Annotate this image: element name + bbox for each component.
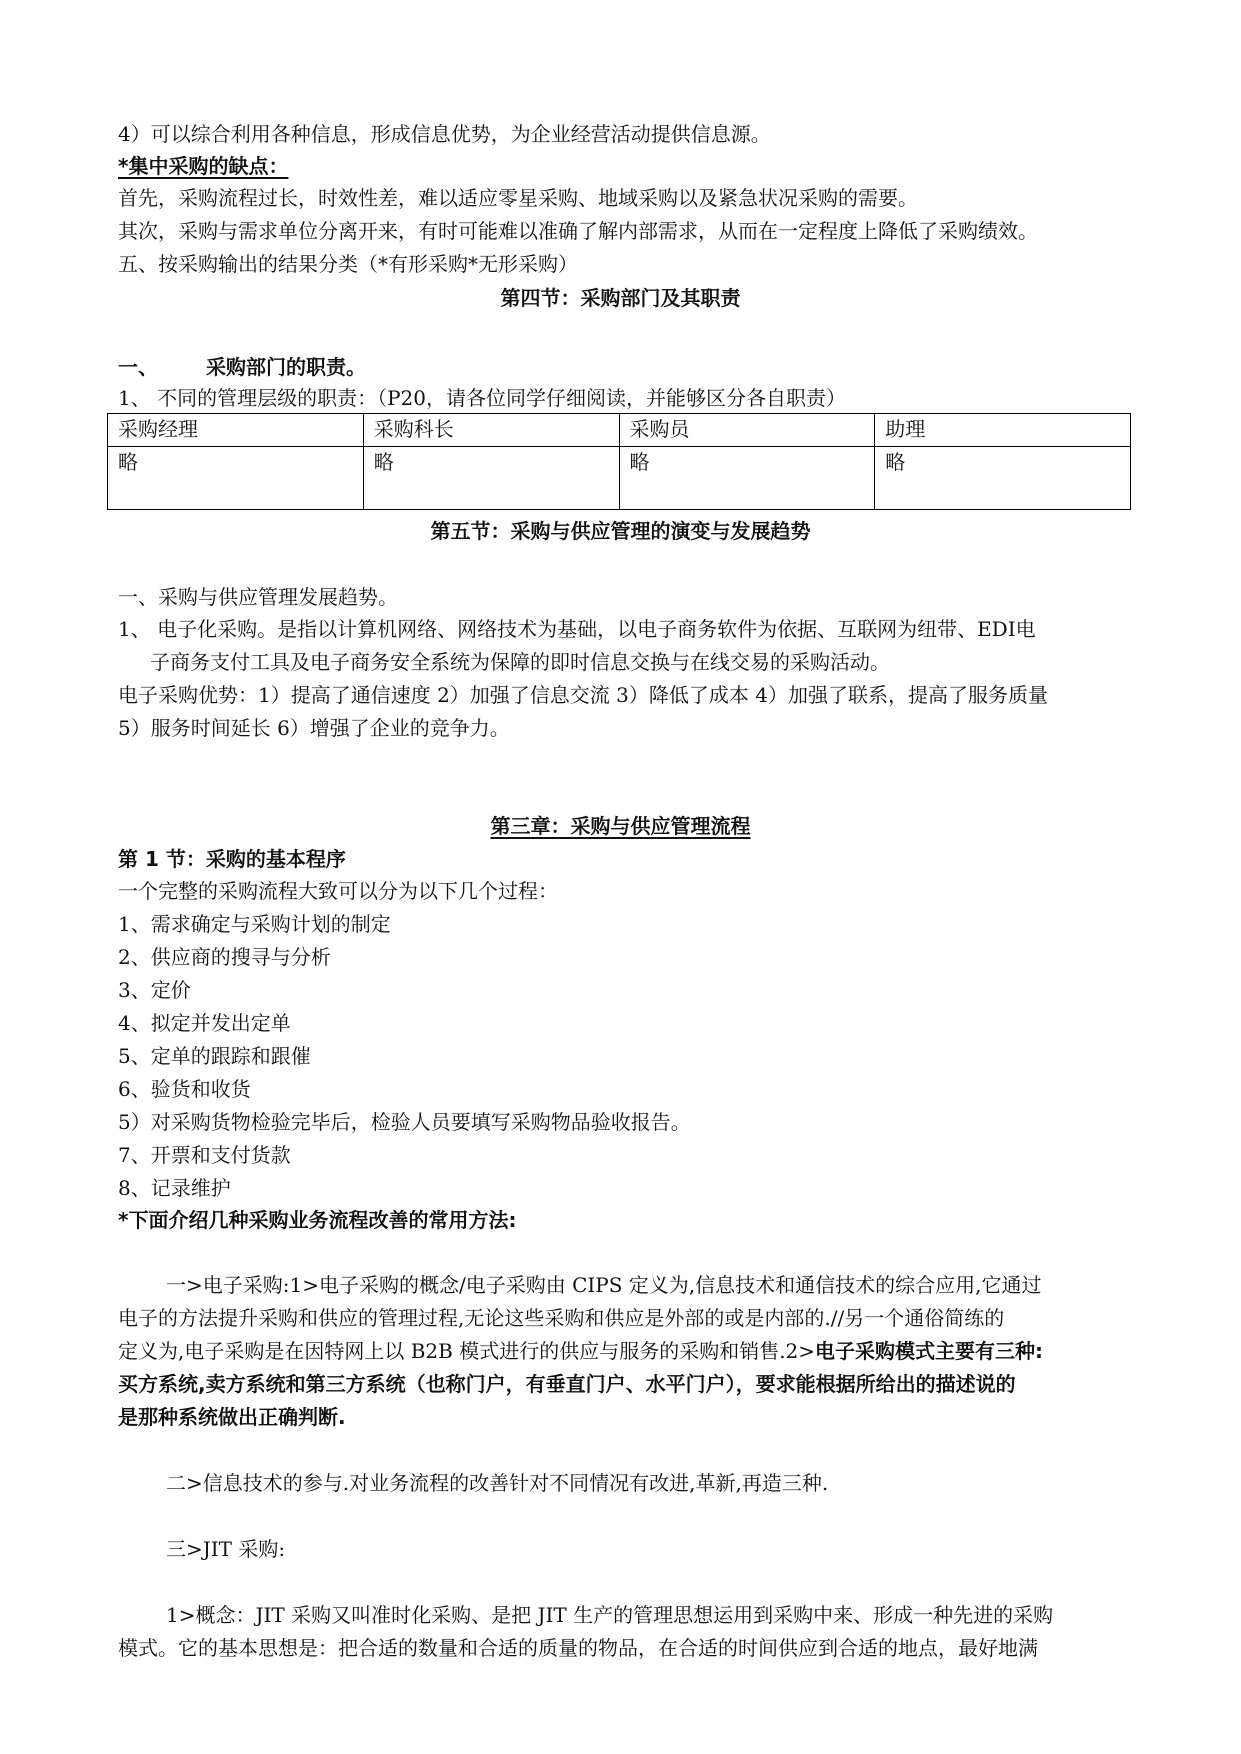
paragraph-line: 4）可以综合利用各种信息，形成信息优势，为企业经营活动提供信息源。 <box>118 122 771 146</box>
heading-number: 一、 <box>118 355 158 379</box>
paragraph-line: 电子的方法提升采购和供应的管理过程,无论这些采购和供应是外部的或是内部的.//另一个通俗简练的 <box>118 1306 1005 1330</box>
list-item: 2、供应商的搜寻与分析 <box>118 945 331 969</box>
paragraph-line: 其次，采购与需求单位分离开来，有时可能难以准确了解内部需求，从而在一定程度上降低了采购绩效。 <box>118 219 1038 243</box>
emphasis-line: 买方系统,卖方系统和第三方系统（也称门户，有垂直门户、水平门户），要求能根据所给出的描述说的 <box>118 1372 1016 1396</box>
list-item: 8、记录维护 <box>118 1176 231 1200</box>
table-header-cell: 助理 <box>875 414 1131 447</box>
paragraph-line: 一>电子采购:1>电子采购的概念/电子采购由 CIPS 定义为,信息技术和通信技术的综合应用,它通过 <box>166 1273 1042 1297</box>
list-item: 7、开票和支付货款 <box>118 1143 291 1167</box>
list-item: 3、定价 <box>118 978 191 1002</box>
table-header-cell: 采购员 <box>619 414 875 447</box>
paragraph-line: 五、按采购输出的结果分类（*有形采购*无形采购） <box>118 252 578 276</box>
list-item: 4、拟定并发出定单 <box>118 1011 291 1035</box>
paragraph-line <box>118 1337 1043 1365</box>
table-cell: 略 <box>363 447 619 510</box>
methods-heading: *下面介绍几种采购业务流程改善的常用方法: <box>118 1208 517 1232</box>
subheading-drawbacks: *集中采购的缺点： <box>118 154 289 178</box>
section-1-title: 第 1 节：采购的基本程序 <box>118 847 346 871</box>
paragraph-line: 一个完整的采购流程大致可以分为以下几个过程： <box>118 879 558 903</box>
list-item: 5）对采购货物检验完毕后，检验人员要填写采购物品验收报告。 <box>118 1110 691 1134</box>
paragraph-line: 1、 不同的管理层级的职责：（P20，请各位同学仔细阅读，并能够区分各自职责） <box>118 386 846 410</box>
table-header-cell: 采购经理 <box>108 414 364 447</box>
section-5-title: 第五节：采购与供应管理的演变与发展趋势 <box>430 519 811 543</box>
section-4-title: 第四节：采购部门及其职责 <box>500 286 741 310</box>
chapter-3-title: 第三章：采购与供应管理流程 <box>490 814 751 838</box>
table-header-row <box>108 414 1131 447</box>
heading-text: 采购部门的职责。 <box>206 355 366 379</box>
table-cell: 略 <box>108 447 364 510</box>
responsibilities-table <box>107 413 1131 510</box>
paragraph-line: 5）服务时间延长 6）增强了企业的竞争力。 <box>118 716 510 740</box>
list-item: 6、验货和收货 <box>118 1077 251 1101</box>
paragraph-line: 1>概念：JIT 采购又叫准时化采购、是把 JIT 生产的管理思想运用到采购中来、形成一种先进的采购 <box>166 1603 1054 1627</box>
paragraph-text: 定义为,电子采购是在因特网上以 B2B 模式进行的供应与服务的采购和销售.2> <box>118 1339 816 1363</box>
paragraph-line: 模式。它的基本思想是：把合适的数量和合适的质量的物品，在合适的时间供应到合适的地点，最好地满 <box>118 1636 1038 1660</box>
emphasis-text: 电子采购模式主要有三种: <box>815 1339 1044 1363</box>
list-item: 1、需求确定与采购计划的制定 <box>118 912 391 936</box>
paragraph-line: 1、 电子化采购。是指以计算机网络、网络技术为基础，以电子商务软件为依据、互联网为纽带、EDI电 <box>118 617 1036 641</box>
table-cell: 略 <box>619 447 875 510</box>
list-item: 5、定单的跟踪和跟催 <box>118 1044 311 1068</box>
paragraph-line: 首先，采购流程过长，时效性差，难以适应零星采购、地域采购以及紧急状况采购的需要。 <box>118 186 918 210</box>
table-header-cell: 采购科长 <box>363 414 619 447</box>
paragraph-line: 二>信息技术的参与.对业务流程的改善针对不同情况有改进,革新,再造三种. <box>166 1471 829 1495</box>
emphasis-line: 是那种系统做出正确判断. <box>118 1405 346 1429</box>
table-row <box>108 447 1131 510</box>
paragraph-line: 一、采购与供应管理发展趋势。 <box>118 585 398 609</box>
paragraph-line: 电子采购优势：1）提高了通信速度 2）加强了信息交流 3）降低了成本 4）加强了联系，提高了服务质量 <box>118 683 1048 707</box>
table-cell: 略 <box>875 447 1131 510</box>
paragraph-line: 子商务支付工具及电子商务安全系统为保障的即时信息交换与在线交易的采购活动。 <box>150 650 890 674</box>
paragraph-line: 三>JIT 采购: <box>166 1537 286 1561</box>
